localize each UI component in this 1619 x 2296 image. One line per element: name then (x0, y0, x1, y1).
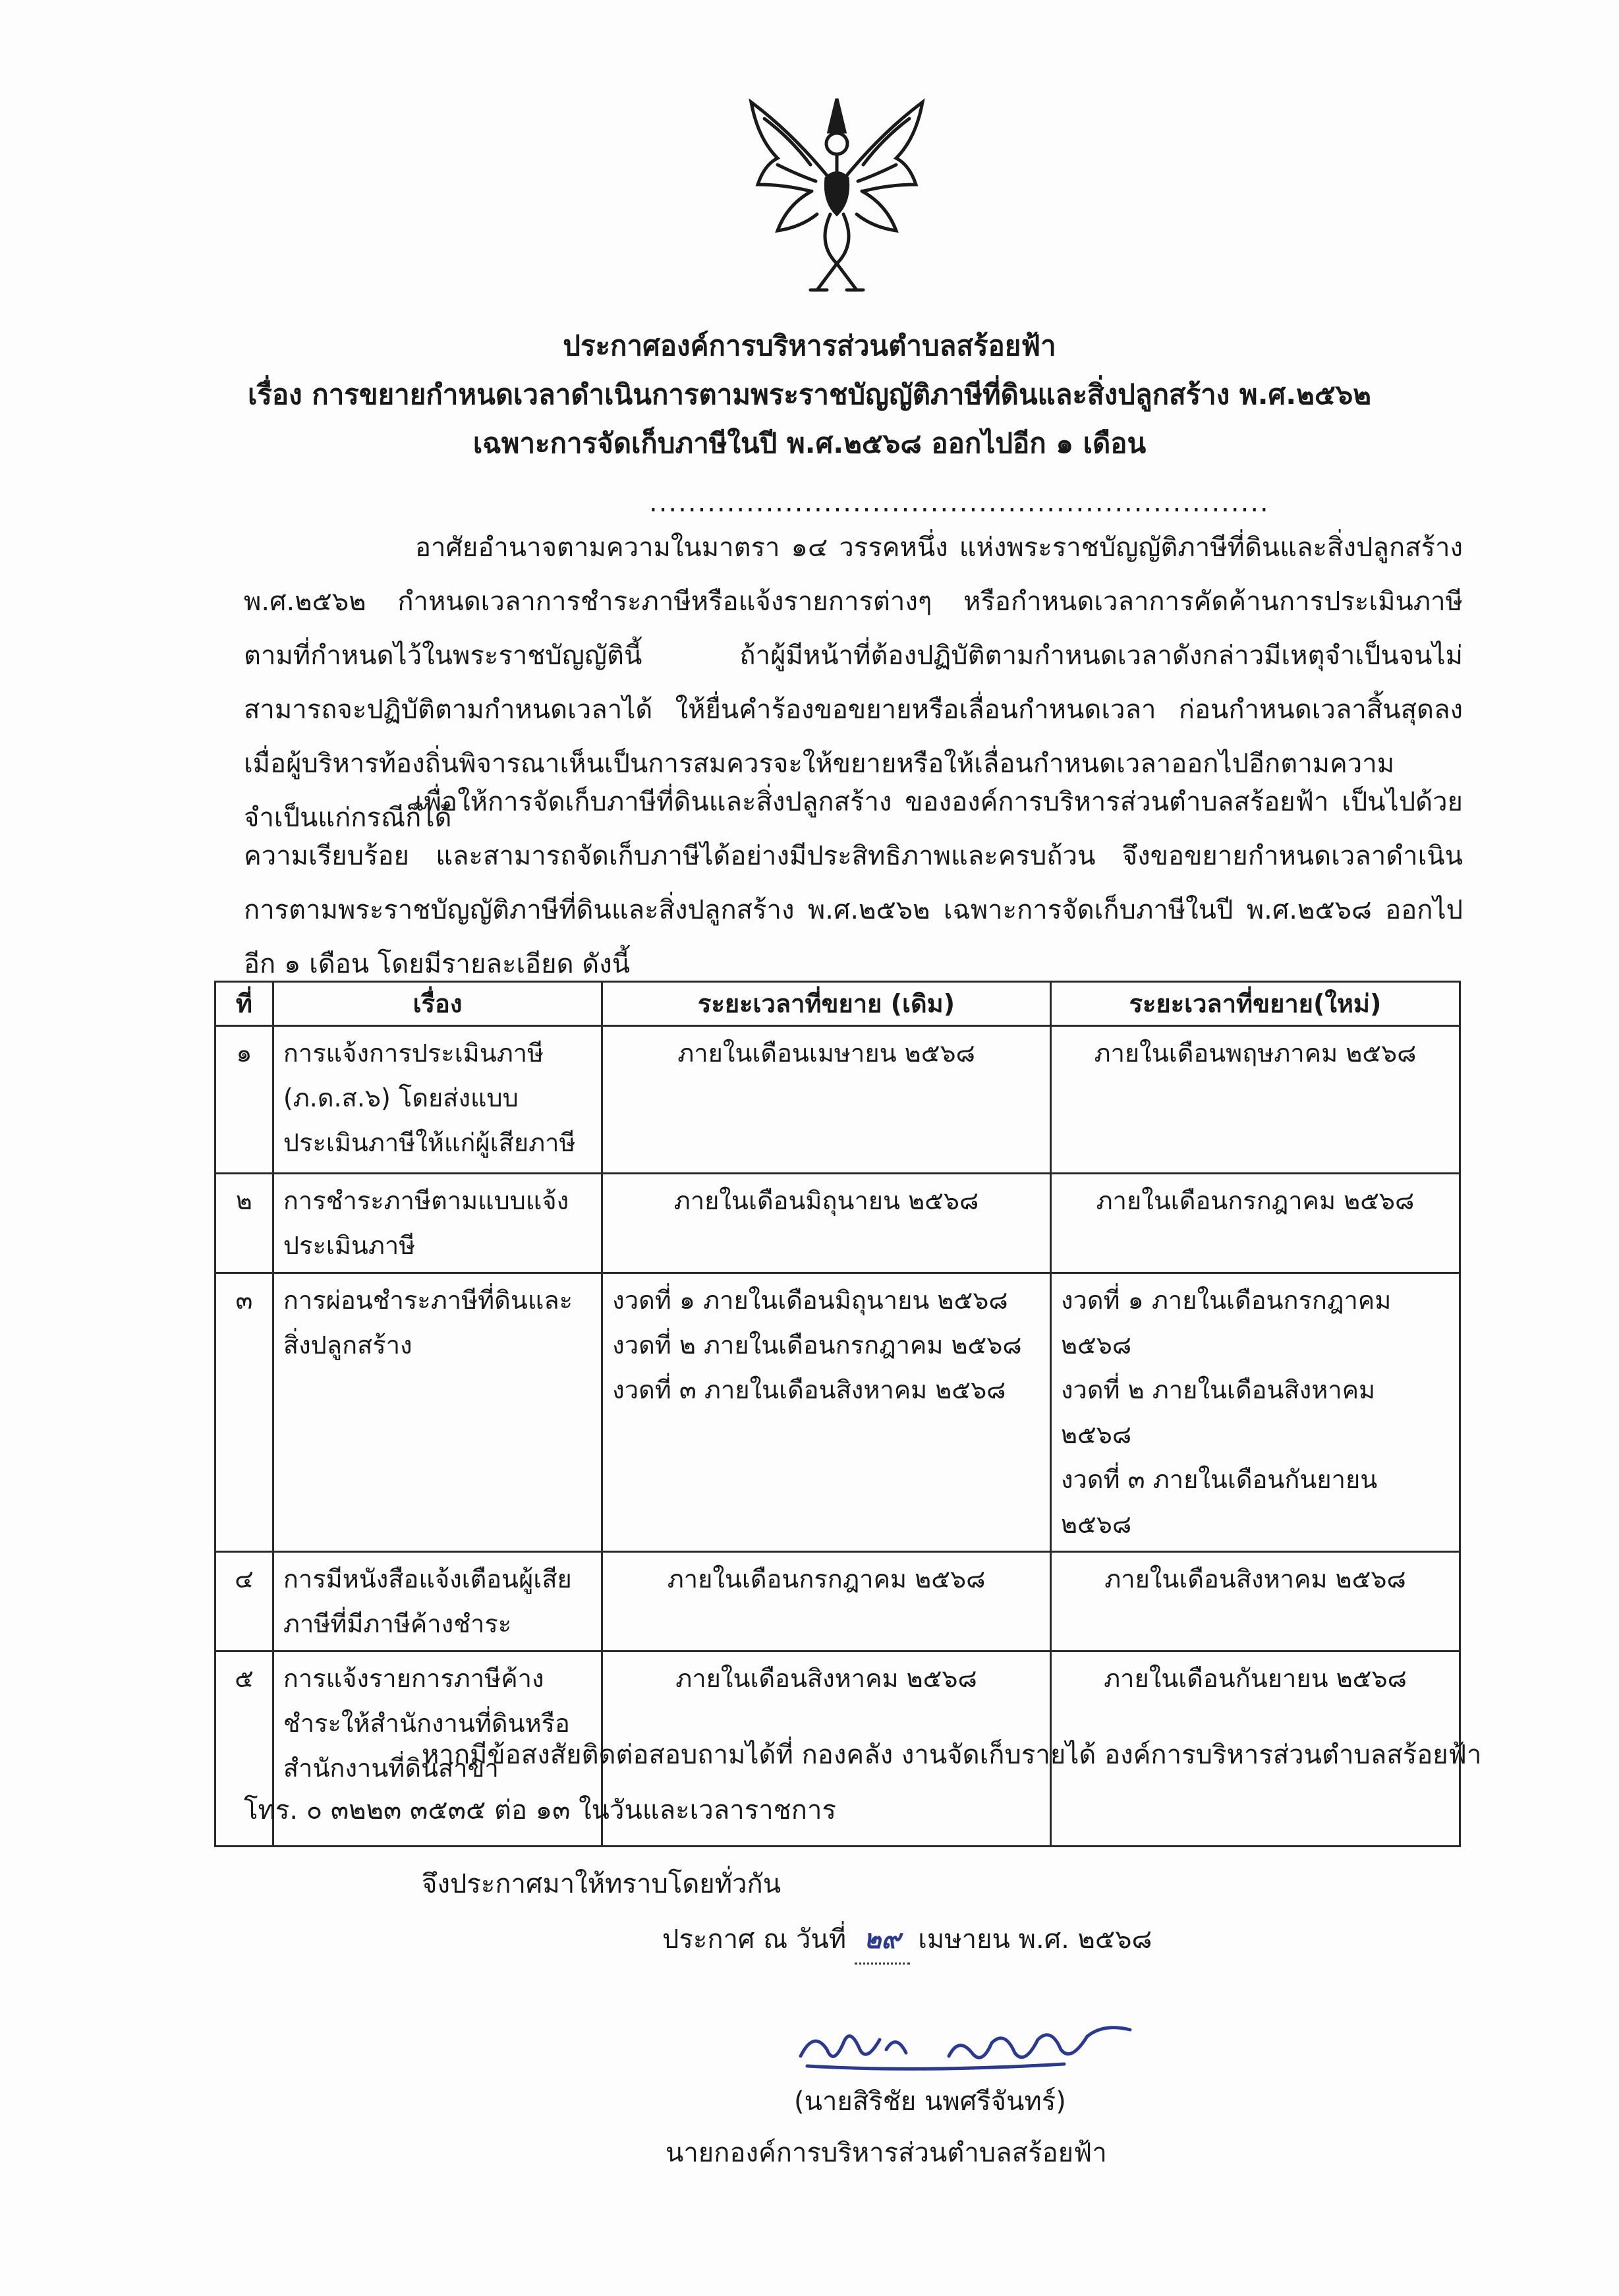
installment-line: งวดที่ ๑ ภายในเดือนมิถุนายน ๒๕๖๘ (612, 1286, 1008, 1315)
dotted-separator: ................................................................ (649, 488, 1270, 518)
row-subject: การผ่อนชำระภาษีที่ดินและสิ่งปลูกสร้าง (273, 1273, 602, 1552)
installment-line: งวดที่ ๑ ภายในเดือนกรกฎาคม ๒๕๖๘ (1060, 1286, 1392, 1360)
row-number: ๕ (215, 1651, 273, 1847)
row-old-period: ภายในเดือนเมษายน ๒๕๖๘ (602, 1026, 1051, 1174)
document-title: ประกาศองค์การบริหารส่วนตำบลสร้อยฟ้า (563, 330, 1056, 362)
header-new-period: ระยะเวลาที่ขยาย(ใหม่) (1050, 982, 1460, 1026)
row-old-period: ภายในเดือนกรกฎาคม ๒๕๖๘ (602, 1552, 1051, 1651)
row-new-period (1050, 1273, 1460, 1552)
date-suffix: เมษายน พ.ศ. ๒๕๖๘ (918, 1924, 1152, 1955)
contact-line-2: โทร. ๐ ๓๒๒๓ ๓๕๓๕ ต่อ ๑๓ ในวันและเวลาราชการ (244, 1795, 836, 1825)
row-old-period: ภายในเดือนสิงหาคม ๒๕๖๘ (602, 1651, 1051, 1847)
installment-line: งวดที่ ๒ ภายในเดือนสิงหาคม ๒๕๖๘ (1060, 1375, 1376, 1449)
installment-line: งวดที่ ๒ ภายในเดือนกรกฎาคม ๒๕๖๘ (612, 1331, 1022, 1360)
extension-schedule-table (214, 981, 1461, 1847)
header-no: ที่ (215, 982, 273, 1026)
installment-line: งวดที่ ๓ ภายในเดือนสิงหาคม ๒๕๖๘ (612, 1375, 1006, 1404)
subject-line: เรื่อง การขยายกำหนดเวลาดำเนินการตามพระราชบัญญัติภาษีที่ดินและสิ่งปลูกสร้าง พ.ศ.๒๕๖๒ (248, 378, 1371, 411)
announcement-date (662, 1916, 1152, 1965)
row-number: ๓ (215, 1273, 273, 1552)
header-subject: เรื่อง (273, 982, 602, 1026)
garuda-emblem-icon (738, 92, 936, 297)
subject-line-2: เฉพาะการจัดเก็บภาษีในปี พ.ศ.๒๕๖๘ ออกไปอีก ๑ เดือน (472, 427, 1147, 459)
row-new-period: ภายในเดือนกรกฎาคม ๒๕๖๘ (1050, 1174, 1460, 1273)
row-number: ๔ (215, 1552, 273, 1651)
row-subject: การแจ้งรายการภาษีค้างชำระให้สำนักงานที่ดินหรือสำนักงานที่ดินสาขา (273, 1651, 602, 1847)
table-row (215, 1174, 1460, 1273)
date-day: ๒๙ (855, 1916, 910, 1965)
installment-line: งวดที่ ๓ ภายในเดือนกันยายน ๒๕๖๘ (1060, 1465, 1378, 1539)
announcement-line: จึงประกาศมาให้ทราบโดยทั่วกัน (422, 1869, 781, 1899)
table-row (215, 1552, 1460, 1651)
table-row (215, 1026, 1460, 1174)
contact-line-1: หากมีข้อสงสัยติดต่อสอบถามได้ที่ กองคลัง งานจัดเก็บรายได้ องค์การบริหารส่วนตำบลสร้อยฟ้า (422, 1740, 1482, 1770)
row-subject: การมีหนังสือแจ้งเตือนผู้เสียภาษีที่มีภาษีค้างชำระ (273, 1552, 602, 1651)
paragraph-purpose: เพื่อให้การจัดเก็บภาษีที่ดินและสิ่งปลูกสร้าง ขององค์การบริหารส่วนตำบลสร้อยฟ้า เป็นไปด้วยความเรียบร้อย และสามารถจัดเก็บภาษีได้อย่างมีประสิทธิภาพและครบถ้วน จึงขอขยายกำหนดเวลาดำเนินการตามพระราชบัญญัติภาษีที่ดินและสิ่งปลูกสร้าง พ.ศ.๒๕๖๒ เฉพาะการจัดเก็บภาษีในปี พ.ศ.๒๕๖๘ ออกไปอีก ๑ เดือน โดยมีรายละเอียด ดังนี้ (244, 787, 1463, 979)
row-new-period: ภายในเดือนพฤษภาคม ๒๕๖๘ (1050, 1026, 1460, 1174)
row-subject: การชำระภาษีตามแบบแจ้งประเมินภาษี (273, 1174, 602, 1273)
signer-title: นายกองค์การบริหารส่วนตำบลสร้อยฟ้า (666, 2138, 1107, 2168)
signer-name: (นายสิริชัย นพศรีจันทร์) (794, 2086, 1066, 2117)
paragraph-authority: อาศัยอำนาจตามความในมาตรา ๑๔ วรรคหนึ่ง แห่งพระราชบัญญัติภาษีที่ดินและสิ่งปลูกสร้าง พ.ศ.๒๕๖๒ กำหนดเวลาการชำระภาษีหรือแจ้งรายการต่างๆ หรือกำหนดเวลาการคัดค้านการประเมินภาษีตามที่กำหนดไว้ในพระราชบัญญัตินี้ ถ้าผู้มีหน้าที่ต้องปฏิบัติตามกำหนดเวลาดังกล่าวมีเหตุจำเป็นจนไม่สามารถจะปฏิบัติตามกำหนดเวลาได้ ให้ยื่นคำร้องขอขยายหรือเลื่อนกำหนดเวลา ก่อนกำหนดเวลาสิ้นสุดลง เมื่อผู้บริหารท้องถิ่นพิจารณาเห็นเป็นการสมควรจะให้ขยายหรือให้เลื่อนกำหนดเวลาออกไปอีกตามความจำเป็นแก่กรณีก็ได้ (244, 532, 1463, 833)
row-number: ๒ (215, 1174, 273, 1273)
header-old-period: ระยะเวลาที่ขยาย (เดิม) (602, 982, 1051, 1026)
row-old-period: ภายในเดือนมิถุนายน ๒๕๖๘ (602, 1174, 1051, 1273)
row-number: ๑ (215, 1026, 273, 1174)
table-row (215, 1273, 1460, 1552)
table-header-row (215, 982, 1460, 1026)
row-new-period: ภายในเดือนสิงหาคม ๒๕๖๘ (1050, 1552, 1460, 1651)
row-old-period (602, 1273, 1051, 1552)
row-new-period: ภายในเดือนกันยายน ๒๕๖๘ (1050, 1651, 1460, 1847)
date-prefix: ประกาศ ณ วันที่ (662, 1924, 847, 1955)
row-subject: การแจ้งการประเมินภาษี (ภ.ด.ส.๖) โดยส่งแบบประเมินภาษีให้แก่ผู้เสียภาษี (273, 1026, 602, 1174)
signature-icon (787, 2003, 1156, 2082)
